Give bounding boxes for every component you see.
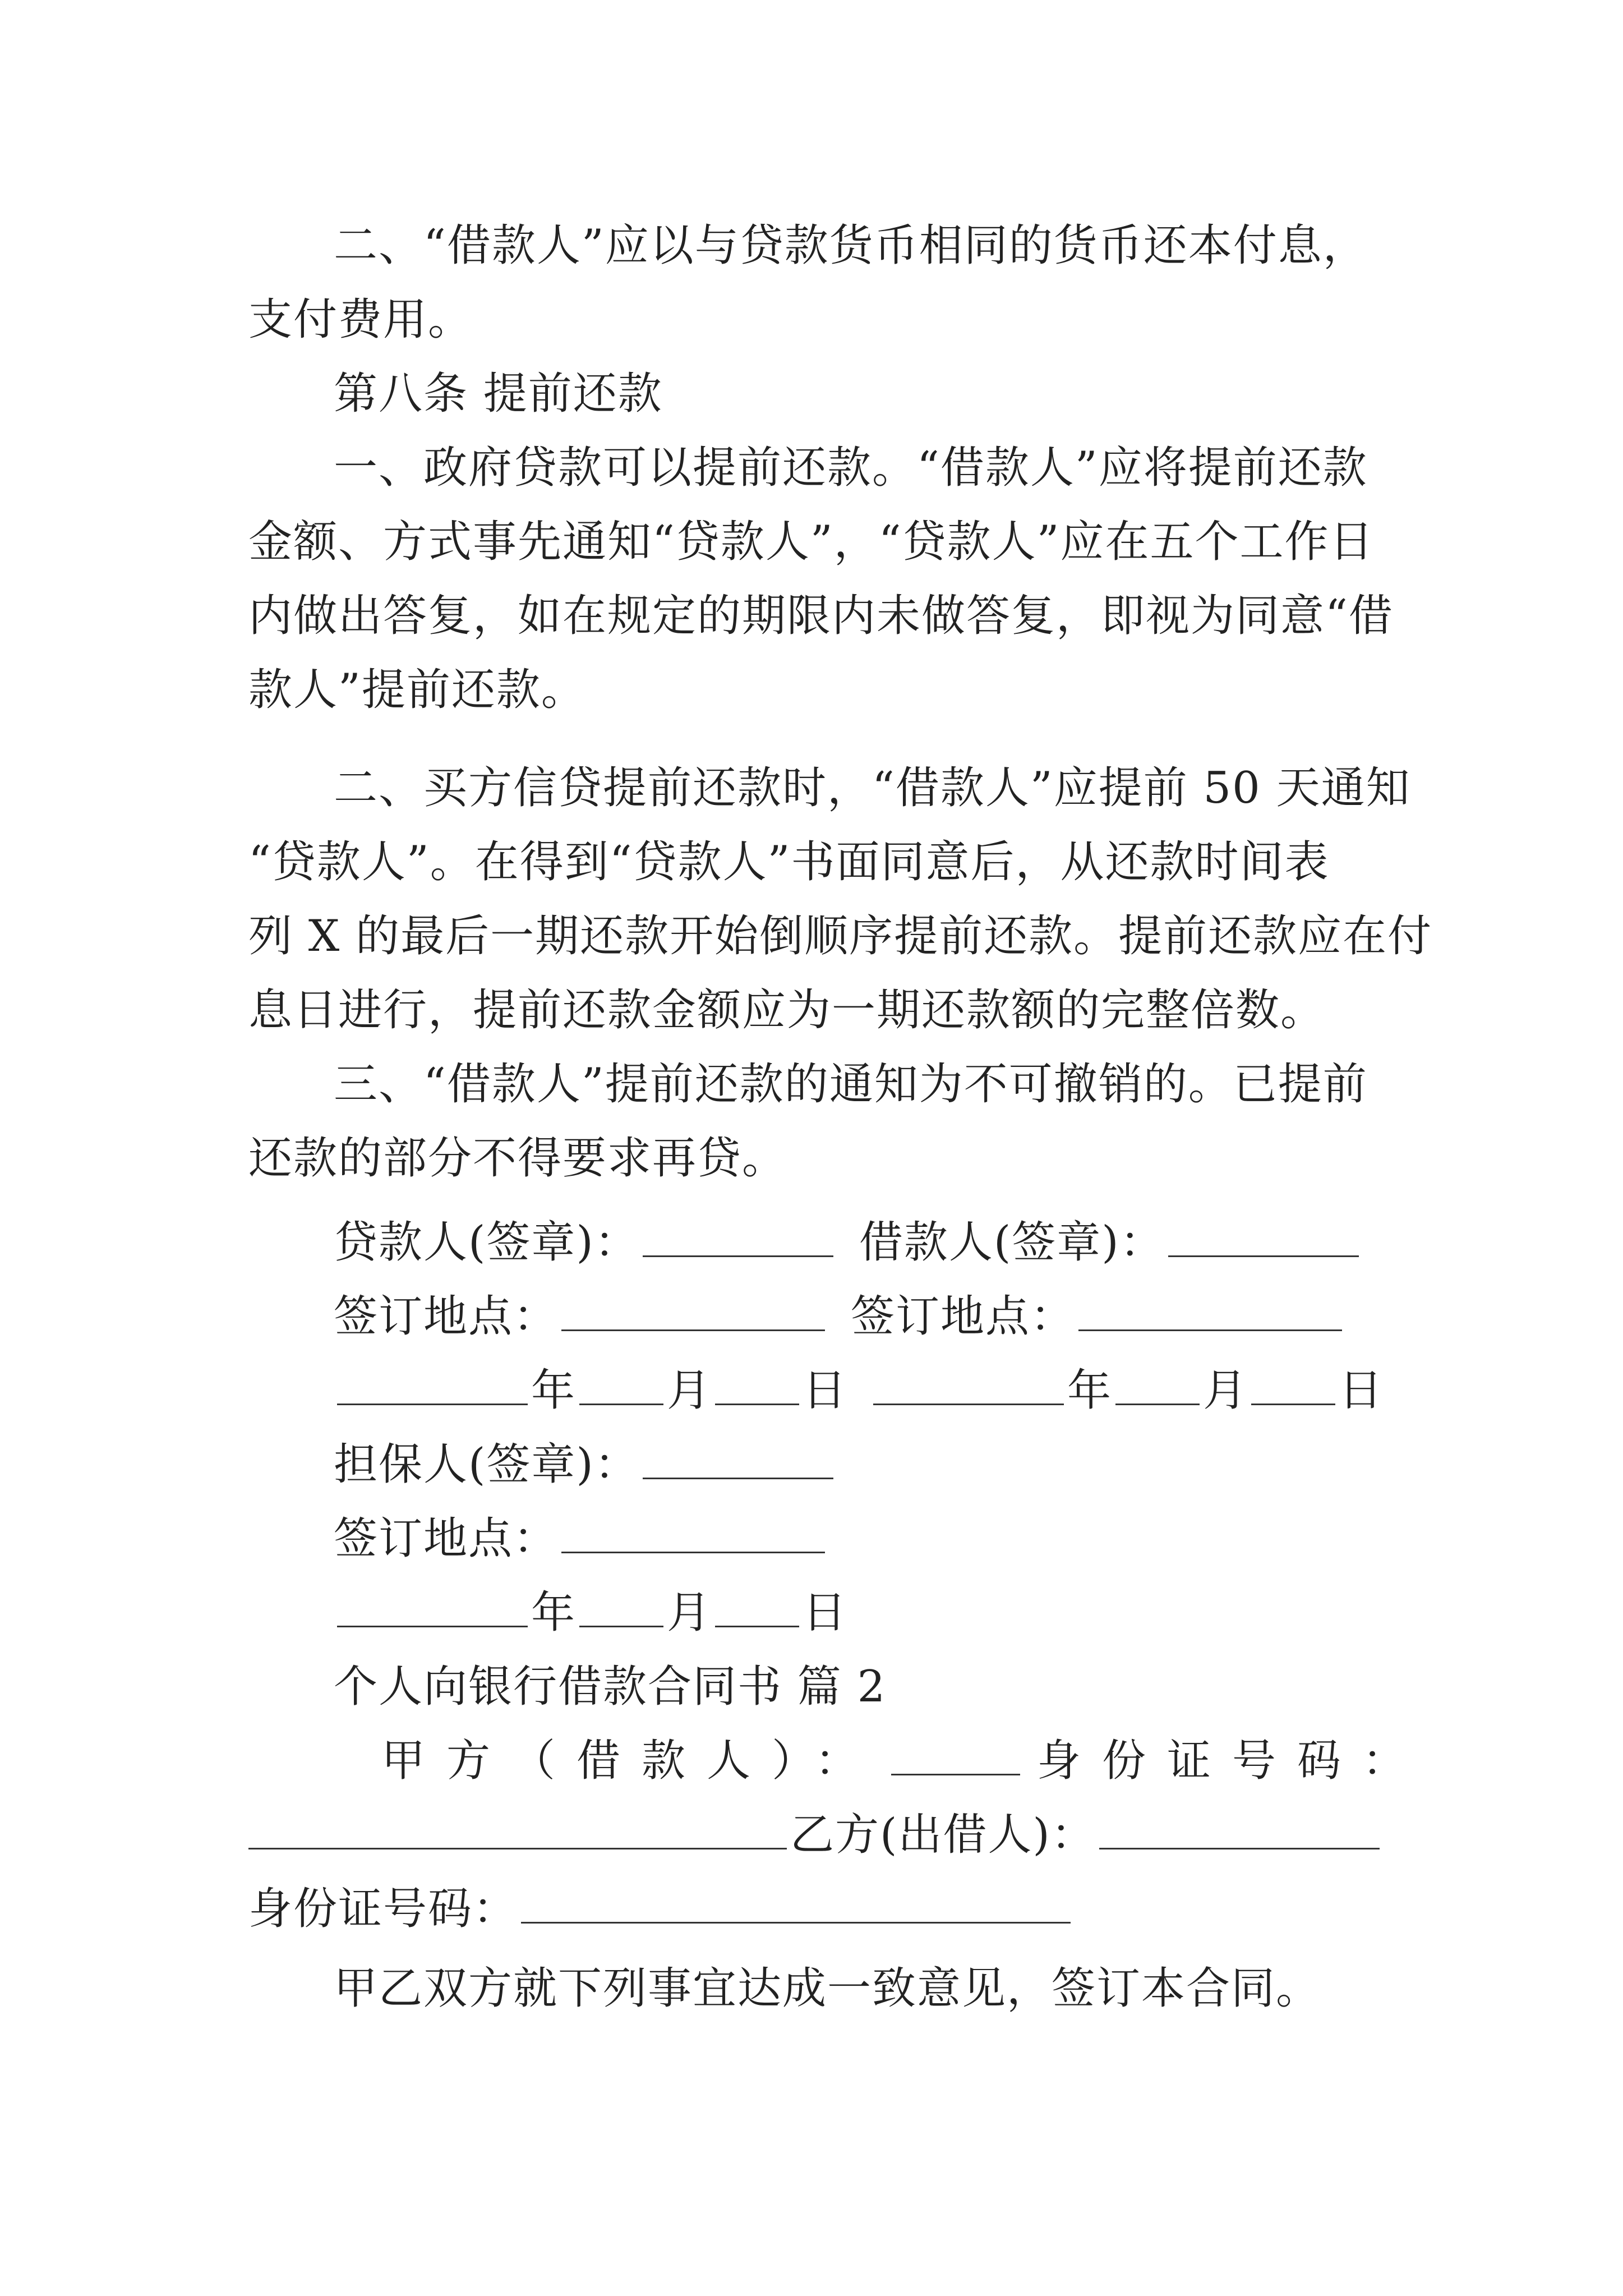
party-a-blank [891, 1734, 1020, 1775]
paragraph-line: 列 X 的最后一期还款开始倒顺序提前还款。提前还款应在付 [248, 911, 1433, 961]
year-blank [873, 1364, 1064, 1405]
month-blank [579, 1364, 663, 1405]
id-label: 身份证号码： [248, 1884, 518, 1934]
place-label: 签订地点： [334, 1291, 559, 1342]
party-b-row [248, 1804, 1383, 1866]
year-label: 年 [531, 1365, 577, 1416]
paragraph-line: 金额、方式事先通知“贷款人”，“贷款人”应在五个工作日 [248, 517, 1375, 567]
guarantor-row [334, 1434, 837, 1496]
place-blank [561, 1290, 825, 1331]
id-number-blank [248, 1809, 787, 1849]
paragraph-line: “贷款人”。在得到“贷款人”书面同意后，从还款时间表 [248, 837, 1330, 887]
party-b-label: 乙方(出借人)： [790, 1810, 1096, 1860]
guarantor-date-row [334, 1582, 847, 1644]
guarantor-signature-blank [643, 1438, 833, 1479]
paragraph-line: 内做出答复，如在规定的期限内未做答复，即视为同意“借 [248, 591, 1394, 641]
date-row [334, 1360, 1384, 1421]
month-label: 月 [1203, 1365, 1248, 1416]
paragraph-line: 二、“借款人”应以与贷款货币相同的货币还本付息， [334, 220, 1368, 271]
lender-label: 贷款人(签章)： [334, 1217, 639, 1268]
year-blank [337, 1586, 528, 1627]
day-label: 日 [1339, 1365, 1384, 1416]
day-blank [1251, 1364, 1335, 1405]
paragraph-line: 一、政府贷款可以提前还款。“借款人”应将提前还款 [334, 443, 1368, 493]
day-label: 日 [803, 1588, 848, 1638]
paragraph-line: 三、“借款人”提前还款的通知为不可撤销的。已提前 [334, 1059, 1368, 1110]
year-label: 年 [531, 1588, 577, 1638]
month-label: 月 [667, 1365, 712, 1416]
lender-signature-blank [643, 1216, 833, 1257]
place-label: 签订地点： [851, 1291, 1076, 1342]
lender-signature-row [334, 1212, 1362, 1273]
borrower-label: 借款人(签章)： [859, 1217, 1165, 1268]
party-b-blank [1099, 1809, 1380, 1849]
paragraph-line: 款人”提前还款。 [248, 665, 586, 715]
year-label: 年 [1067, 1365, 1113, 1416]
agreement-line: 甲乙双方就下列事宜达成一致意见，签订本合同。 [334, 1963, 1321, 2014]
paragraph-line: 支付费用。 [248, 295, 473, 345]
signing-place-row [334, 1286, 1345, 1347]
month-blank [579, 1586, 663, 1627]
day-label: 日 [803, 1365, 848, 1416]
party-a-label: 甲方（借款人）： [381, 1736, 880, 1786]
party-a-row [381, 1730, 1427, 1792]
section-heading: 个人向银行借款合同书 篇 2 [334, 1662, 887, 1712]
day-blank [715, 1586, 799, 1627]
article-heading: 第八条 提前还款 [334, 369, 663, 419]
borrower-signature-blank [1168, 1216, 1359, 1257]
month-label: 月 [667, 1588, 712, 1638]
year-blank [337, 1364, 528, 1405]
guarantor-label: 担保人(签章)： [334, 1439, 639, 1490]
id-label: 身份证号码： [1037, 1736, 1428, 1786]
id-number-blank [521, 1883, 1071, 1924]
paragraph-line: 息日进行，提前还款金额应为一期还款额的完整倍数。 [248, 985, 1326, 1036]
day-blank [715, 1364, 799, 1405]
guarantor-place-row [334, 1508, 828, 1570]
paragraph-line: 还款的部分不得要求再贷。 [248, 1133, 787, 1184]
place-label: 签订地点： [334, 1513, 559, 1564]
party-b-id-row [248, 1878, 1074, 1940]
place-blank [1078, 1290, 1342, 1331]
paragraph-line: 二、买方信贷提前还款时，“借款人”应提前 50 天通知 [334, 763, 1411, 813]
place-blank [561, 1512, 825, 1553]
month-blank [1115, 1364, 1200, 1405]
